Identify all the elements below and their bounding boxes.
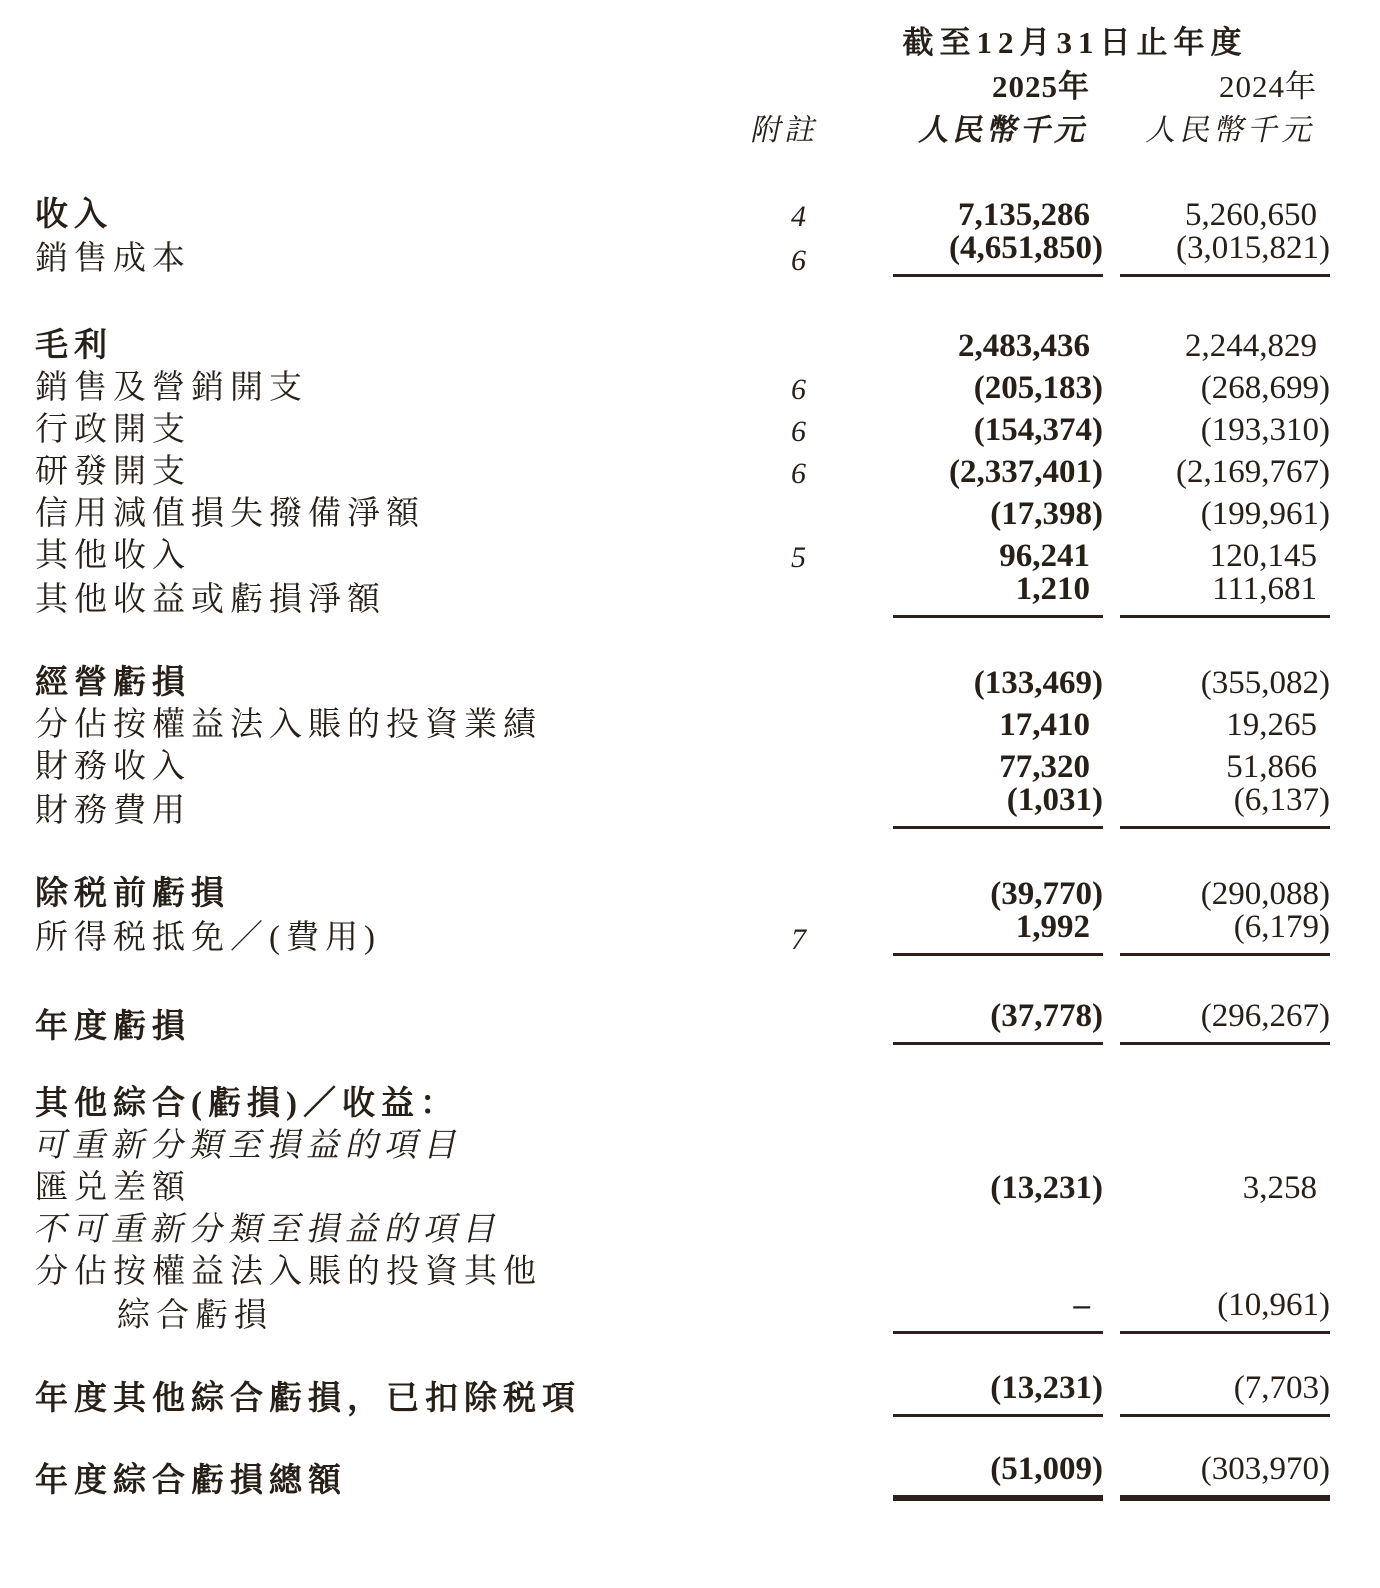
year-header-row [35,58,1330,102]
empty-cell [820,1000,893,1044]
section-gap [35,617,1330,659]
empty-cell [820,700,893,742]
value-2025: (2,337,401) [949,454,1103,490]
section-gap [35,1333,1330,1373]
value-2025: (1,031) [893,784,1103,828]
empty-cell [820,531,893,573]
empty-cell [820,1163,893,1205]
table-row [35,911,1330,955]
value-2024: (303,970) [1120,1453,1330,1498]
empty-cell [820,232,893,276]
table-row [35,1000,1330,1044]
unit-header-row [35,102,1330,146]
empty-cell [820,742,893,784]
empty-cell [1103,405,1120,447]
value-2025 [893,1121,1103,1163]
empty-cell [35,146,1330,190]
row-note: 7 [791,922,806,956]
note-column-header: 附註 [748,114,824,147]
table-row [35,1372,1330,1416]
row-label: 分佔按權益法入賬的投資其他 [35,1254,542,1290]
value-2024: (355,082) [1200,665,1330,701]
empty-cell [35,276,1330,322]
row-note: 6 [791,373,806,406]
table-row [35,531,1330,573]
empty-cell [820,1121,893,1163]
year-2024-header: 2024年 [1219,69,1317,104]
value-2025: (154,374) [973,412,1103,448]
empty-cell [820,573,893,617]
value-2025: (133,469) [973,665,1103,701]
table-row [35,232,1330,276]
unit-2024-header: 人民幣千元 [1143,114,1321,147]
empty-cell [1103,1163,1120,1205]
row-label: 研發開支 [35,454,191,490]
table-row [35,573,1330,617]
empty-cell [35,58,700,102]
empty-cell [1103,700,1120,742]
row-label: 銷售及營銷開支 [35,370,308,406]
row-note [700,784,820,828]
income-statement-table [31,14,1330,1501]
row-label: 行政開支 [35,412,191,448]
row-note [700,1163,820,1205]
financial-statement-page [0,14,1380,1588]
value-2025: 17,410 [999,707,1090,743]
empty-cell [1103,447,1120,489]
value-2024: (6,179) [1120,911,1330,955]
table-row [35,1079,1330,1121]
row-note [700,1453,820,1498]
value-2024 [1120,1247,1330,1289]
value-2024: 19,265 [1226,707,1317,743]
value-2024: 120,145 [1209,538,1317,574]
empty-cell [1103,531,1120,573]
value-2024: (10,961) [1120,1289,1330,1333]
section-gap [35,1416,1330,1454]
period-title: 截至12月31日止年度 [902,25,1248,60]
value-2024: (268,699) [1200,370,1330,406]
table-row [35,1163,1330,1205]
empty-cell [820,405,893,447]
section-gap [35,828,1330,870]
row-note [700,869,820,911]
value-2024: (7,703) [1120,1372,1330,1416]
value-2025: 96,241 [999,538,1090,574]
value-2025: 1,992 [893,911,1103,955]
empty-cell [1103,1121,1120,1163]
value-2025 [893,1079,1103,1121]
table-row [35,784,1330,828]
value-2024: (290,088) [1200,876,1330,912]
row-label: 年度其他綜合虧損，已扣除税項 [35,1380,581,1417]
empty-cell [1103,573,1120,617]
empty-cell [35,14,700,58]
table-row [35,447,1330,489]
row-note: 4 [791,200,806,233]
row-label: 毛利 [35,328,113,364]
value-2025: (13,231) [893,1372,1103,1416]
empty-cell [820,447,893,489]
section-gap [35,955,1330,1001]
empty-cell [1103,1372,1120,1416]
value-2024: 5,260,650 [1185,197,1317,233]
row-note [700,1289,820,1333]
table-row [35,405,1330,447]
table-row [35,1247,1330,1289]
row-label: 其他綜合(虧損)／收益： [35,1086,459,1122]
row-note [700,700,820,742]
value-2025: 2,483,436 [958,328,1090,364]
empty-cell [820,784,893,828]
empty-cell [1103,58,1120,102]
empty-cell [1103,321,1120,363]
value-2024: (199,961) [1200,496,1330,532]
row-note: 5 [791,541,806,574]
empty-cell [1103,658,1120,700]
value-2025 [893,1247,1103,1289]
row-label: 所得税抵免／(費用) [35,919,381,956]
table-row [35,700,1330,742]
value-2024: (3,015,821) [1120,232,1330,276]
value-2025 [893,1205,1103,1247]
row-note: 6 [791,415,806,448]
empty-cell [820,1205,893,1247]
empty-cell [820,1247,893,1289]
value-2024: (2,169,767) [1176,454,1330,490]
empty-cell [35,1416,1330,1454]
row-label: 年度虧損 [35,1008,191,1045]
row-note [700,658,820,700]
row-label: 分佔按權益法入賬的投資業績 [35,707,542,743]
statement-body [31,190,1330,1499]
table-row [35,321,1330,363]
empty-cell [820,102,893,146]
row-note [700,1205,820,1247]
value-2024 [1120,1205,1330,1247]
row-label: 年度綜合虧損總額 [35,1463,347,1499]
value-2024 [1120,1079,1330,1121]
table-row [35,658,1330,700]
table-row [35,869,1330,911]
unit-2025-header: 人民幣千元 [916,114,1094,147]
row-note [700,1372,820,1416]
row-note [700,1000,820,1044]
value-2025: – [893,1289,1103,1333]
table-row [35,1289,1330,1333]
empty-cell [820,489,893,531]
empty-cell [820,363,893,405]
table-row [35,489,1330,531]
empty-cell [1103,102,1120,146]
row-label: 其他收入 [35,538,191,574]
section-gap [35,276,1330,322]
table-row [35,363,1330,405]
empty-cell [820,658,893,700]
empty-cell [820,321,893,363]
value-2025: 1,210 [893,573,1103,617]
empty-cell [35,828,1330,870]
value-2025: (17,398) [990,496,1103,532]
row-label: 收入 [35,197,113,233]
empty-cell [1103,1205,1120,1247]
row-label: 匯兑差額 [35,1170,191,1206]
empty-cell [1103,911,1120,955]
empty-cell [700,58,820,102]
row-note [700,1247,820,1289]
empty-cell [1103,363,1120,405]
row-note [700,1121,820,1163]
empty-cell [1103,1453,1120,1498]
row-note: 6 [791,457,806,490]
value-2025: (13,231) [990,1170,1103,1206]
empty-cell [820,911,893,955]
row-label: 其他收益或虧損淨額 [35,581,386,618]
row-note: 6 [791,243,806,277]
value-2024: 2,244,829 [1185,328,1317,364]
row-note [700,742,820,784]
value-2025: (205,183) [973,370,1103,406]
value-2025: (39,770) [990,876,1103,912]
value-2025: (51,009) [893,1453,1103,1498]
empty-cell [820,1372,893,1416]
empty-cell [1103,1079,1120,1121]
empty-cell [35,102,700,146]
period-title-row [35,14,1330,58]
empty-cell [1103,742,1120,784]
empty-cell [1103,1000,1120,1044]
row-label: 綜合虧損 [117,1297,273,1334]
empty-cell [820,1453,893,1498]
row-note [700,321,820,363]
row-label: 除税前虧損 [35,876,230,912]
section-gap [35,1044,1330,1080]
table-row [35,1121,1330,1163]
row-label: 可重新分類至損益的項目 [31,1128,468,1164]
statement-header [35,14,1330,190]
value-2024: 3,258 [1242,1170,1317,1206]
empty-cell [820,1289,893,1333]
row-label: 經營虧損 [35,665,191,701]
row-note [700,573,820,617]
empty-cell [35,1333,1330,1373]
empty-cell [1103,1247,1120,1289]
empty-cell [1103,869,1120,911]
empty-cell [35,955,1330,1001]
value-2024: (193,310) [1200,412,1330,448]
empty-cell [1103,190,1120,232]
empty-cell [1103,1289,1120,1333]
row-note [700,489,820,531]
value-2025: 7,135,286 [958,197,1090,233]
year-2025-header: 2025年 [992,69,1090,104]
empty-cell [35,617,1330,659]
value-2024: 111,681 [1120,573,1330,617]
empty-cell [700,14,820,58]
value-2024: (6,137) [1120,784,1330,828]
empty-cell [820,190,893,232]
value-2024: 51,866 [1226,749,1317,785]
empty-cell [820,58,893,102]
empty-cell [35,1044,1330,1080]
row-label: 財務費用 [35,792,191,829]
empty-cell [820,1079,893,1121]
table-row [35,742,1330,784]
row-label: 銷售成本 [35,240,191,277]
value-2025: (4,651,850) [893,232,1103,276]
empty-cell [1103,232,1120,276]
empty-cell [820,869,893,911]
table-row [35,1205,1330,1247]
row-note [700,1079,820,1121]
value-2025: (37,778) [893,1000,1103,1044]
row-label: 信用減值損失撥備淨額 [35,496,425,532]
value-2025: 77,320 [999,749,1090,785]
row-label: 財務收入 [35,749,191,785]
value-2024 [1120,1121,1330,1163]
row-label: 不可重新分類至損益的項目 [31,1212,507,1248]
empty-cell [1103,784,1120,828]
value-2024: (296,267) [1120,1000,1330,1044]
header-gap [35,146,1330,190]
empty-cell [1103,489,1120,531]
table-row [35,1453,1330,1498]
table-row [35,190,1330,232]
